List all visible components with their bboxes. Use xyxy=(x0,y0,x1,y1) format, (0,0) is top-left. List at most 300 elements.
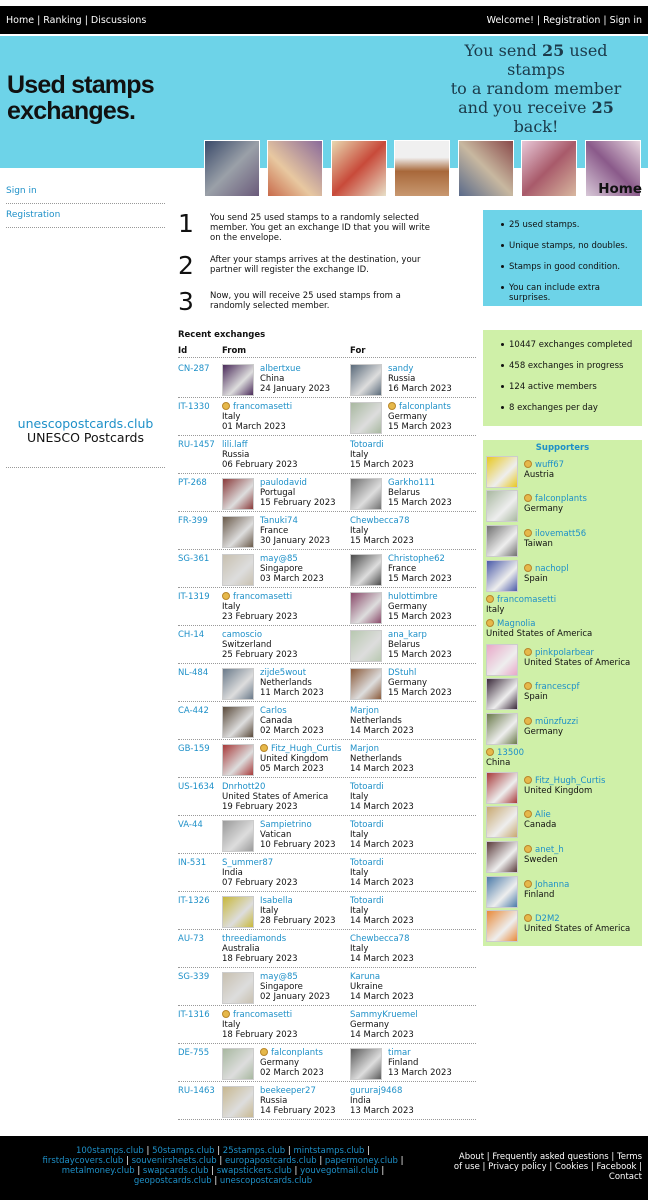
step-number: 2 xyxy=(178,251,194,280)
hero-title-line1: Used stamps xyxy=(7,71,154,99)
avatar[interactable] xyxy=(222,554,254,586)
member-name-link[interactable]: francomasetti xyxy=(233,1010,293,1020)
separator: | xyxy=(397,1156,404,1166)
supporter-info xyxy=(524,717,578,737)
member-country: Germany xyxy=(350,1020,390,1030)
member-info xyxy=(222,934,298,964)
member-name-line xyxy=(222,934,298,944)
exchange-date: 15 March 2023 xyxy=(388,422,452,432)
avatar[interactable] xyxy=(486,525,518,557)
member-info xyxy=(260,744,341,774)
table-row xyxy=(178,1044,476,1082)
nav-home-link[interactable]: Home xyxy=(6,14,35,26)
supporter-name-line xyxy=(524,810,556,820)
member-country: China xyxy=(260,374,285,384)
exchange-id-link[interactable]: FR-399 xyxy=(178,516,208,526)
supporter-name-link[interactable]: Alie xyxy=(535,810,551,820)
exchange-id-link[interactable]: RU-1457 xyxy=(178,440,215,450)
avatar[interactable] xyxy=(222,1048,254,1080)
separator: | xyxy=(208,1166,217,1176)
member-name-line xyxy=(222,440,298,450)
member-name-line xyxy=(260,706,324,716)
footer-site-link[interactable]: unescopostcards.club xyxy=(219,1176,313,1186)
separator: | xyxy=(134,1166,143,1176)
supporter-name-line xyxy=(524,717,578,727)
table-row xyxy=(178,550,476,588)
avatar[interactable] xyxy=(486,876,518,908)
footer-info-link[interactable]: Cookies xyxy=(554,1162,589,1172)
separator: | xyxy=(378,1166,385,1176)
supporter-info xyxy=(524,564,569,584)
member-country: Finland xyxy=(388,1058,419,1068)
member-name-link[interactable]: sandy xyxy=(388,364,414,374)
separator: | xyxy=(214,1146,223,1156)
footer-site-link[interactable]: geopostcards.club xyxy=(133,1176,212,1186)
avatar[interactable] xyxy=(486,644,518,676)
footer-site-link[interactable]: europapostcards.club xyxy=(224,1156,317,1166)
exchange-id-link[interactable]: CN-287 xyxy=(178,364,210,374)
promo-text: UNESCO Postcards xyxy=(27,430,144,445)
member-info xyxy=(260,1048,324,1078)
nav-discussions-link[interactable]: Discussions xyxy=(90,14,147,26)
footer-site-link[interactable]: 100stamps.club xyxy=(75,1146,144,1156)
exchange-date: 15 March 2023 xyxy=(388,688,452,698)
supporter-name-link[interactable]: wuff67 xyxy=(535,460,565,470)
medal-icon xyxy=(524,914,532,922)
member-name-line xyxy=(350,1086,414,1096)
member-name-line xyxy=(222,782,328,792)
member-name-link[interactable]: falconplants xyxy=(399,402,451,412)
member-info xyxy=(350,858,414,888)
exchange-id-link[interactable]: VA-44 xyxy=(178,820,203,830)
avatar[interactable] xyxy=(222,706,254,738)
member-name-link[interactable]: zijde5wout xyxy=(260,668,307,678)
separator: | xyxy=(636,1162,642,1172)
member-name-link[interactable]: Carlos xyxy=(260,706,287,716)
member-name-line xyxy=(260,972,330,982)
footer-site-link[interactable]: metalmoney.club xyxy=(61,1166,135,1176)
member-name-link[interactable]: Totoardi xyxy=(350,820,384,830)
supporter-name-link[interactable]: anet_h xyxy=(535,845,564,855)
supporter-info xyxy=(524,810,556,830)
exchange-id-link[interactable]: CH-14 xyxy=(178,630,205,640)
stamp-photo xyxy=(458,140,514,197)
medal-icon xyxy=(524,529,532,537)
separator: | xyxy=(211,1176,220,1186)
member-name-line xyxy=(222,402,292,412)
table-row xyxy=(178,930,476,968)
supporters-title: Supporters xyxy=(535,443,590,453)
member-name-link[interactable]: SammyKruemel xyxy=(350,1010,418,1020)
supporter-name-link[interactable]: münzfuzzi xyxy=(535,717,579,727)
sidebar xyxy=(6,180,165,228)
member-name-link[interactable]: Marjon xyxy=(350,706,379,716)
avatar[interactable] xyxy=(486,560,518,592)
exchange-id-link[interactable]: PT-268 xyxy=(178,478,207,488)
member-country: Italy xyxy=(222,602,241,612)
member-name-link[interactable]: Totoardi xyxy=(350,782,384,792)
member-info xyxy=(260,820,336,850)
avatar[interactable] xyxy=(222,1086,254,1118)
supporter-info xyxy=(524,460,564,480)
step-number: 1 xyxy=(178,209,194,238)
exchange-id-link[interactable]: NL-484 xyxy=(178,668,209,678)
exchange-date: 06 February 2023 xyxy=(222,460,298,470)
sidebar-registration-link[interactable]: Registration xyxy=(6,204,165,228)
member-name-link[interactable]: S_ummer87 xyxy=(222,858,274,868)
member-info xyxy=(222,630,298,660)
rule-item: You can include extra surprises. xyxy=(501,283,642,303)
avatar[interactable] xyxy=(222,972,254,1004)
exchange-id-link[interactable]: RU-1463 xyxy=(178,1086,215,1096)
member-name-link[interactable]: paulodavid xyxy=(260,478,307,488)
member-info xyxy=(350,782,414,812)
member-country: Australia xyxy=(222,944,260,954)
member-country: Italy xyxy=(350,944,369,954)
member-name-line xyxy=(222,858,298,868)
member-info xyxy=(222,440,298,470)
member-name-link[interactable]: Fitz_Hugh_Curtis xyxy=(271,744,342,754)
step-text: You send 25 used stamps to a randomly selected member. You get an exchange ID that you will write on the envelope. xyxy=(210,213,430,243)
footer-info-link[interactable]: Facebook xyxy=(596,1162,637,1172)
exchange-date: 15 February 2023 xyxy=(260,498,336,508)
member-country: Singapore xyxy=(260,982,303,992)
member-name-link[interactable]: Garkho111 xyxy=(388,478,436,488)
exchange-date: 25 February 2023 xyxy=(222,650,298,660)
supporter-name-link[interactable]: francomasetti xyxy=(497,595,557,605)
supporter-name-link[interactable]: falconplants xyxy=(535,494,587,504)
avatar[interactable] xyxy=(486,713,518,745)
avatar[interactable] xyxy=(350,668,382,700)
top-nav-left: Home | Ranking | Discussions xyxy=(6,14,147,26)
member-name-line xyxy=(260,820,336,830)
footer-site-link[interactable]: papermoney.club xyxy=(324,1156,398,1166)
sidebar-signin-link[interactable]: Sign in xyxy=(6,180,165,204)
slogan-part: You send xyxy=(464,41,542,60)
member-info xyxy=(388,1048,452,1078)
avatar[interactable] xyxy=(350,630,382,662)
footer-site-link[interactable]: 25stamps.club xyxy=(222,1146,286,1156)
member-name-link[interactable]: francomasetti xyxy=(233,402,293,412)
member-name-link[interactable]: beekeeper27 xyxy=(260,1086,316,1096)
avatar[interactable] xyxy=(486,841,518,873)
footer-info-link[interactable]: Privacy policy xyxy=(488,1162,547,1172)
table-row xyxy=(178,892,476,930)
footer-info-link[interactable]: About xyxy=(458,1152,485,1162)
medal-icon xyxy=(222,402,230,410)
table-row xyxy=(178,702,476,740)
avatar[interactable] xyxy=(350,1048,382,1080)
member-name-line xyxy=(350,896,414,906)
footer-site-link[interactable]: youvegotmail.club xyxy=(300,1166,379,1176)
exchange-id-link[interactable]: IT-1330 xyxy=(178,402,210,412)
rule-item: Unique stamps, no doubles. xyxy=(501,241,642,251)
exchange-date: 14 March 2023 xyxy=(350,802,414,812)
exchange-date: 16 March 2023 xyxy=(388,384,452,394)
member-name-line xyxy=(260,744,341,754)
separator: | xyxy=(216,1156,225,1166)
supporter-name-link[interactable]: D2M2 xyxy=(535,914,560,924)
exchange-date: 02 March 2023 xyxy=(260,726,324,736)
avatar[interactable] xyxy=(222,744,254,776)
footer-site-link[interactable]: swapcards.club xyxy=(142,1166,209,1176)
member-name-link[interactable]: Isabella xyxy=(260,896,293,906)
member-info xyxy=(350,896,414,926)
slogan-part: back! xyxy=(513,117,559,136)
exchange-id-link[interactable]: IT-1319 xyxy=(178,592,210,602)
stats-box xyxy=(483,330,642,426)
hero-title xyxy=(7,72,154,124)
medal-icon xyxy=(524,810,532,818)
member-name-link[interactable]: gururaj9468 xyxy=(350,1086,403,1096)
member-name-link[interactable]: francomasetti xyxy=(233,592,293,602)
promo-link[interactable]: unescopostcards.club xyxy=(17,416,154,431)
member-country: Italy xyxy=(350,450,369,460)
exchange-date: 02 March 2023 xyxy=(260,1068,324,1078)
supporter-country: United Kingdom xyxy=(524,786,593,796)
exchange-date: 15 March 2023 xyxy=(350,536,414,546)
stat-item: 124 active members xyxy=(501,382,642,392)
avatar[interactable] xyxy=(350,592,382,624)
col-id: Id xyxy=(178,346,188,356)
avatar[interactable] xyxy=(222,516,254,548)
member-name-link[interactable]: Chewbecca78 xyxy=(350,516,410,526)
footer-site-link[interactable]: souvenirsheets.club xyxy=(131,1156,217,1166)
member-info xyxy=(350,972,414,1002)
stamp-photo xyxy=(204,140,260,197)
avatar[interactable] xyxy=(350,364,382,396)
avatar[interactable] xyxy=(486,678,518,710)
member-name-line xyxy=(350,934,414,944)
member-info xyxy=(388,592,452,622)
member-name-line xyxy=(388,630,452,640)
exchange-date: 14 March 2023 xyxy=(350,992,414,1002)
member-info xyxy=(350,706,414,736)
member-name-link[interactable]: Totoardi xyxy=(350,440,384,450)
exchange-id-link[interactable]: IT-1326 xyxy=(178,896,210,906)
medal-icon xyxy=(524,776,532,784)
avatar[interactable] xyxy=(222,896,254,928)
medal-icon xyxy=(486,595,494,603)
supporter-name-link[interactable]: nachopl xyxy=(535,564,569,574)
exchange-date: 15 March 2023 xyxy=(388,650,452,660)
member-name-link[interactable]: camoscio xyxy=(222,630,263,640)
exchange-id-link[interactable]: SG-339 xyxy=(178,972,210,982)
member-country: Germany xyxy=(260,1058,300,1068)
member-name-link[interactable]: albertxue xyxy=(260,364,301,374)
member-info xyxy=(350,516,414,546)
supporter-name-line xyxy=(486,619,592,629)
supporter-info xyxy=(524,682,579,702)
member-country: India xyxy=(350,1096,371,1106)
member-info xyxy=(350,1010,418,1040)
supporter-name-link[interactable]: ilovematt56 xyxy=(535,529,587,539)
member-info xyxy=(260,706,324,736)
avatar[interactable] xyxy=(486,806,518,838)
member-name-link[interactable]: Karuna xyxy=(350,972,381,982)
member-name-link[interactable]: lili.laff xyxy=(222,440,248,450)
supporter-name-link[interactable]: Magnolia xyxy=(497,619,536,629)
top-nav-bar xyxy=(0,6,648,34)
avatar[interactable] xyxy=(350,478,382,510)
member-name-link[interactable]: threediamonds xyxy=(222,934,287,944)
exchange-id-link[interactable]: GB-159 xyxy=(178,744,210,754)
member-name-link[interactable]: Christophe62 xyxy=(388,554,445,564)
medal-icon xyxy=(260,744,268,752)
member-country: Russia xyxy=(260,1096,288,1106)
stamp-photo xyxy=(394,140,450,197)
member-name-line xyxy=(388,554,452,564)
avatar[interactable] xyxy=(486,490,518,522)
member-country: Germany xyxy=(388,602,428,612)
footer-info-link[interactable]: Terms of use xyxy=(453,1152,642,1172)
supporter-name-link[interactable]: Fitz_Hugh_Curtis xyxy=(535,776,606,786)
exchange-id-link[interactable]: AU-73 xyxy=(178,934,204,944)
avatar[interactable] xyxy=(486,456,518,488)
nav-signin-link[interactable]: Sign in xyxy=(609,14,642,26)
footer-site-link[interactable]: swapstickers.club xyxy=(216,1166,292,1176)
footer xyxy=(0,1136,648,1200)
separator: | xyxy=(364,1146,371,1156)
member-country: United States of America xyxy=(222,792,329,802)
avatar[interactable] xyxy=(350,402,382,434)
member-name-link[interactable]: may@85 xyxy=(260,554,298,564)
footer-right-links xyxy=(452,1152,642,1182)
footer-info-link[interactable]: Contact xyxy=(608,1172,642,1182)
member-info xyxy=(260,516,330,546)
col-for: For xyxy=(350,346,366,356)
member-info xyxy=(388,402,452,432)
exchange-date: 14 March 2023 xyxy=(350,764,414,774)
exchange-date: 15 March 2023 xyxy=(350,460,414,470)
medal-icon xyxy=(524,717,532,725)
member-info xyxy=(388,668,452,698)
member-name-link[interactable]: Sampietrino xyxy=(260,820,312,830)
exchange-date: 05 March 2023 xyxy=(260,764,324,774)
member-country: Netherlands xyxy=(350,754,402,764)
supporter-name-link[interactable]: francescpf xyxy=(535,682,580,692)
medal-icon xyxy=(222,592,230,600)
separator: | xyxy=(291,1166,301,1176)
member-name-line xyxy=(350,972,414,982)
exchange-date: 03 March 2023 xyxy=(260,574,324,584)
footer-site-link[interactable]: firstdaycovers.club xyxy=(42,1156,124,1166)
member-name-line xyxy=(350,1010,418,1020)
member-name-link[interactable]: may@85 xyxy=(260,972,298,982)
welcome-text: Welcome! xyxy=(486,14,534,26)
separator: | xyxy=(123,1156,132,1166)
footer-links xyxy=(40,1146,406,1186)
member-name-link[interactable]: falconplants xyxy=(271,1048,323,1058)
member-name-link[interactable]: Chewbecca78 xyxy=(350,934,410,944)
exchange-date: 24 January 2023 xyxy=(260,384,331,394)
avatar[interactable] xyxy=(222,668,254,700)
exchange-id-link[interactable]: IN-531 xyxy=(178,858,207,868)
avatar[interactable] xyxy=(486,772,518,804)
member-info xyxy=(222,592,298,622)
member-name-line xyxy=(260,554,324,564)
member-name-line xyxy=(388,402,452,412)
member-country: Italy xyxy=(350,906,369,916)
member-name-link[interactable]: Marjon xyxy=(350,744,379,754)
exchange-id-link[interactable]: CA-442 xyxy=(178,706,209,716)
member-info xyxy=(388,554,452,584)
exchange-id-link[interactable]: DE-755 xyxy=(178,1048,210,1058)
supporter-name-line xyxy=(524,776,605,786)
page-title: Home xyxy=(598,181,642,197)
supporter-country: Spain xyxy=(524,692,548,702)
member-name-line xyxy=(260,1086,336,1096)
avatar[interactable] xyxy=(222,478,254,510)
member-name-line xyxy=(260,478,336,488)
exchange-date: 10 February 2023 xyxy=(260,840,336,850)
member-name-link[interactable]: ana_karp xyxy=(388,630,427,640)
slogan-part: and you receive xyxy=(458,98,592,117)
supporter-name-link[interactable]: 13500 xyxy=(497,748,525,758)
member-name-link[interactable]: hulottimbre xyxy=(388,592,438,602)
stamp-photo xyxy=(267,140,323,197)
avatar[interactable] xyxy=(222,820,254,852)
col-from: From xyxy=(222,346,247,356)
member-name-link[interactable]: DStuhl xyxy=(388,668,417,678)
table-row xyxy=(178,664,476,702)
rule-item: 25 used stamps. xyxy=(501,220,642,230)
member-info xyxy=(222,1010,298,1040)
table-row xyxy=(178,968,476,1006)
member-name-link[interactable]: Dnrhott20 xyxy=(222,782,266,792)
exchange-id-link[interactable]: US-1634 xyxy=(178,782,215,792)
nav-ranking-link[interactable]: Ranking xyxy=(43,14,82,26)
separator: | xyxy=(484,1152,493,1162)
member-name-link[interactable]: Tanuki74 xyxy=(260,516,298,526)
avatar[interactable] xyxy=(222,364,254,396)
supporter-name-link[interactable]: pinkpolarbear xyxy=(535,648,595,658)
footer-site-link[interactable]: mintstamps.club xyxy=(293,1146,365,1156)
exchange-id-link[interactable]: IT-1316 xyxy=(178,1010,210,1020)
avatar[interactable] xyxy=(350,554,382,586)
table-row xyxy=(178,474,476,512)
avatar[interactable] xyxy=(486,910,518,942)
member-country: Germany xyxy=(388,412,428,422)
supporter-info xyxy=(524,529,586,549)
member-name-link[interactable]: Totoardi xyxy=(350,858,384,868)
member-name-line xyxy=(350,820,414,830)
member-country: United Kingdom xyxy=(260,754,329,764)
member-info xyxy=(388,364,452,394)
footer-site-link[interactable]: 50stamps.club xyxy=(152,1146,215,1156)
member-name-line xyxy=(222,1010,298,1020)
supporter-info xyxy=(486,619,592,639)
exchange-date: 23 February 2023 xyxy=(222,612,298,622)
step-text: After your stamps arrives at the destination, your partner will register the exchange ID. xyxy=(210,255,421,275)
slogan-line: to a random member xyxy=(450,79,622,98)
exchange-date: 14 March 2023 xyxy=(350,840,414,850)
member-name-link[interactable]: timar xyxy=(388,1048,411,1058)
footer-info-link[interactable]: Frequently asked questions xyxy=(492,1152,609,1162)
member-name-link[interactable]: Totoardi xyxy=(350,896,384,906)
rule-item: Stamps in good condition. xyxy=(501,262,642,272)
member-country: Belarus xyxy=(388,488,420,498)
nav-registration-link[interactable]: Registration xyxy=(543,14,601,26)
exchange-date: 14 March 2023 xyxy=(350,878,414,888)
medal-icon xyxy=(260,1048,268,1056)
supporter-name-link[interactable]: Johanna xyxy=(535,880,570,890)
exchange-id-link[interactable]: SG-361 xyxy=(178,554,210,564)
supporter-name-line xyxy=(524,682,579,692)
member-country: Switzerland xyxy=(222,640,272,650)
hero-title-line2: exchanges. xyxy=(7,97,136,125)
supporter-info xyxy=(524,494,587,514)
